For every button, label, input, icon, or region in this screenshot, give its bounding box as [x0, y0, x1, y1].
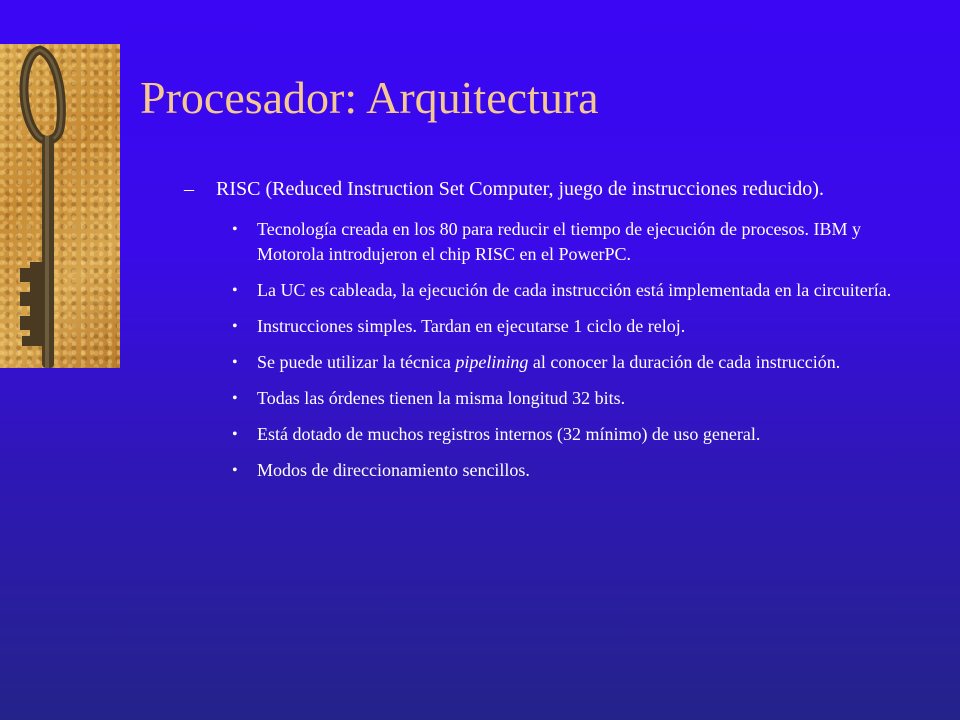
- bullet-marker: •: [232, 390, 238, 407]
- bullet-item: [232, 278, 917, 303]
- level1-text: RISC (Reduced Instruction Set Computer, juego de instrucciones reducido).: [216, 178, 824, 200]
- bullet-marker: •: [232, 282, 238, 299]
- slide-title: Procesador: Arquitectura: [140, 72, 599, 123]
- dash-marker: –: [184, 178, 194, 200]
- bullet-item: [232, 422, 917, 447]
- bullet-marker: •: [232, 221, 238, 238]
- bullet-text: Todas las órdenes tienen la misma longitud 32 bits.: [257, 388, 626, 408]
- bullet-marker: •: [232, 354, 238, 371]
- bullet-text-italic: pipelining: [455, 352, 529, 372]
- bullet-text: Instrucciones simples. Tardan en ejecutarse 1 ciclo de reloj.: [257, 316, 686, 336]
- bullet-item: [232, 314, 917, 339]
- key-icon: [0, 44, 120, 368]
- bullet-item: [232, 386, 917, 411]
- bullet-item: [232, 458, 917, 483]
- bullet-text: Está dotado de muchos registros internos (32 mínimo) de uso general.: [257, 424, 761, 444]
- bullet-marker: •: [232, 462, 238, 479]
- bullet-marker: •: [232, 426, 238, 443]
- slide-content: [184, 176, 944, 494]
- bullet-text: Modos de direccionamiento sencillos.: [257, 460, 530, 480]
- bullet-text: La UC es cableada, la ejecución de cada instrucción está implementada en la circuitería.: [257, 280, 892, 300]
- bullet-item: [232, 217, 917, 267]
- bullet-item: [232, 350, 917, 375]
- bullet-text: Tecnología creada en los 80 para reducir el tiempo de ejecución de procesos. IBM y Motorola introdujeron el chip RISC en el PowerPC.: [257, 219, 862, 264]
- bullet-marker: •: [232, 318, 238, 335]
- bullet-text-after: al conocer la duración de cada instrucción.: [528, 352, 841, 372]
- key-image: [0, 44, 120, 368]
- level1-item: [184, 176, 944, 203]
- bullet-text-before: Se puede utilizar la técnica: [257, 352, 456, 372]
